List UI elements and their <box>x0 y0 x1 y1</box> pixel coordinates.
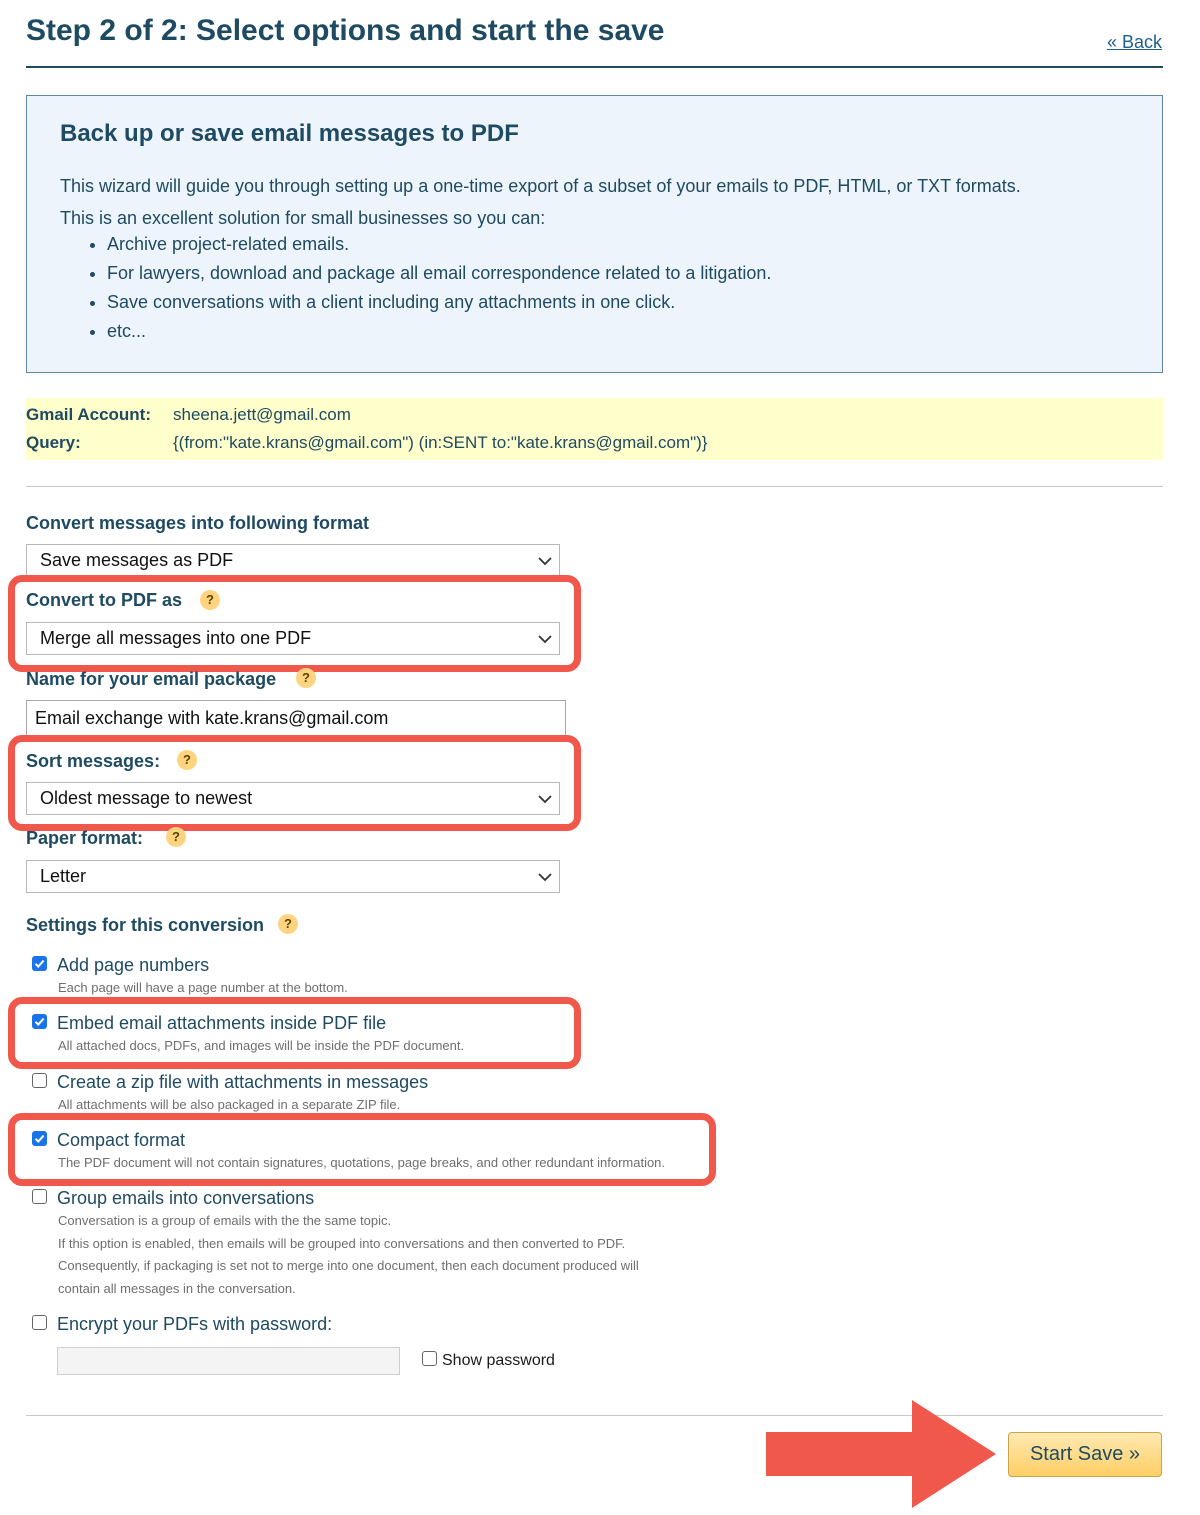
convert-as-label: Convert to PDF as <box>26 590 183 610</box>
option-hint: Each page will have a page number at the bottom. <box>58 980 348 995</box>
format-select[interactable] <box>26 544 560 577</box>
option-hint: Consequently, if packaging is set not to merge into one document, then each document produced will <box>58 1258 639 1273</box>
sort-messages-select-value: Oldest message to newest <box>40 788 253 808</box>
add-page-numbers-label[interactable]: Add page numbers <box>57 955 210 975</box>
gmail-account-value: sheena.jett@gmail.com <box>173 405 351 424</box>
option-hint: If this option is enabled, then emails will be grouped into conversations and then converted to PDF. <box>58 1236 626 1251</box>
paper-format-label: Paper format: <box>26 828 144 848</box>
add-page-numbers-checkbox[interactable] <box>32 956 47 971</box>
intro-bullet: • Save conversations with a client including any attachments in one click. <box>107 290 771 319</box>
gmail-account-label: Gmail Account: <box>26 405 151 424</box>
embed-attachments-label[interactable]: Embed email attachments inside PDF file <box>57 1013 387 1033</box>
compact-format-label[interactable]: Compact format <box>57 1130 186 1150</box>
option-hint: The PDF document will not contain signatures, quotations, page breaks, and other redundant information. <box>58 1155 666 1170</box>
show-password-label[interactable]: Show password <box>442 1352 555 1369</box>
highlight-box <box>8 575 581 672</box>
sort-messages-label: Sort messages: <box>26 751 161 771</box>
chevron-down-icon <box>537 869 553 885</box>
password-input[interactable] <box>57 1347 400 1375</box>
package-name-label: Name for your email package <box>26 669 277 689</box>
account-info-panel <box>26 398 1163 460</box>
highlight-box <box>8 1113 716 1186</box>
back-link[interactable]: « Back <box>1106 32 1162 52</box>
format-select-value: Save messages as PDF <box>40 550 234 570</box>
title-divider <box>26 66 1163 68</box>
help-icon[interactable]: ? <box>166 827 186 847</box>
intro-paragraph: This wizard will guide you through setting up a one-time export of a subset of your emails to PDF, HTML, or TXT formats. <box>60 176 1021 196</box>
intro-heading: Back up or save email messages to PDF <box>60 120 519 147</box>
paper-format-select[interactable] <box>26 860 560 893</box>
intro-paragraph: This is an excellent solution for small businesses so you can: <box>60 208 546 228</box>
encrypt-label[interactable]: Encrypt your PDFs with password: <box>57 1314 333 1334</box>
group-conversations-label[interactable]: Group emails into conversations <box>57 1188 315 1208</box>
highlight-box <box>8 997 581 1069</box>
query-value: {(from:"kate.krans@gmail.com") (in:SENT to:"kate.krans@gmail.com")} <box>173 433 708 452</box>
zip-attachments-checkbox[interactable] <box>32 1073 47 1088</box>
section-divider <box>26 486 1163 487</box>
convert-as-select-value: Merge all messages into one PDF <box>40 628 312 648</box>
zip-attachments-label[interactable]: Create a zip file with attachments in messages <box>57 1072 429 1092</box>
option-hint: Conversation is a group of emails with the the same topic. <box>58 1213 392 1228</box>
page-title: Step 2 of 2: Select options and start the save <box>26 14 665 47</box>
help-icon[interactable]: ? <box>177 750 197 770</box>
chevron-down-icon <box>537 553 553 569</box>
arrow-right-icon <box>764 1398 1004 1510</box>
option-hint: All attachments will be also packaged in a separate ZIP file. <box>58 1097 401 1112</box>
intro-bullet: • Archive project-related emails. <box>107 232 771 261</box>
query-label: Query: <box>26 433 81 452</box>
start-save-button[interactable]: Start Save » <box>1008 1432 1162 1477</box>
settings-label: Settings for this conversion <box>26 915 265 935</box>
package-name-input[interactable]: Email exchange with kate.krans@gmail.com <box>26 700 566 737</box>
intro-bullet: • etc... <box>107 319 771 348</box>
checkmark-icon <box>33 957 46 970</box>
help-icon[interactable]: ? <box>200 590 220 610</box>
intro-bullet: • For lawyers, download and package all email correspondence related to a litigation. <box>107 261 771 290</box>
encrypt-checkbox[interactable] <box>32 1315 47 1330</box>
intro-bullet-list <box>107 232 771 348</box>
group-conversations-checkbox[interactable] <box>32 1189 47 1204</box>
format-label: Convert messages into following format <box>26 513 370 533</box>
help-icon[interactable]: ? <box>278 914 298 934</box>
highlight-box <box>8 735 581 831</box>
option-hint: contain all messages in the conversation. <box>58 1281 296 1296</box>
help-icon[interactable]: ? <box>296 668 316 688</box>
show-password-checkbox[interactable] <box>422 1351 437 1366</box>
intro-panel <box>26 95 1163 373</box>
option-hint: All attached docs, PDFs, and images will be inside the PDF document. <box>58 1038 465 1053</box>
paper-format-select-value: Letter <box>40 866 87 886</box>
